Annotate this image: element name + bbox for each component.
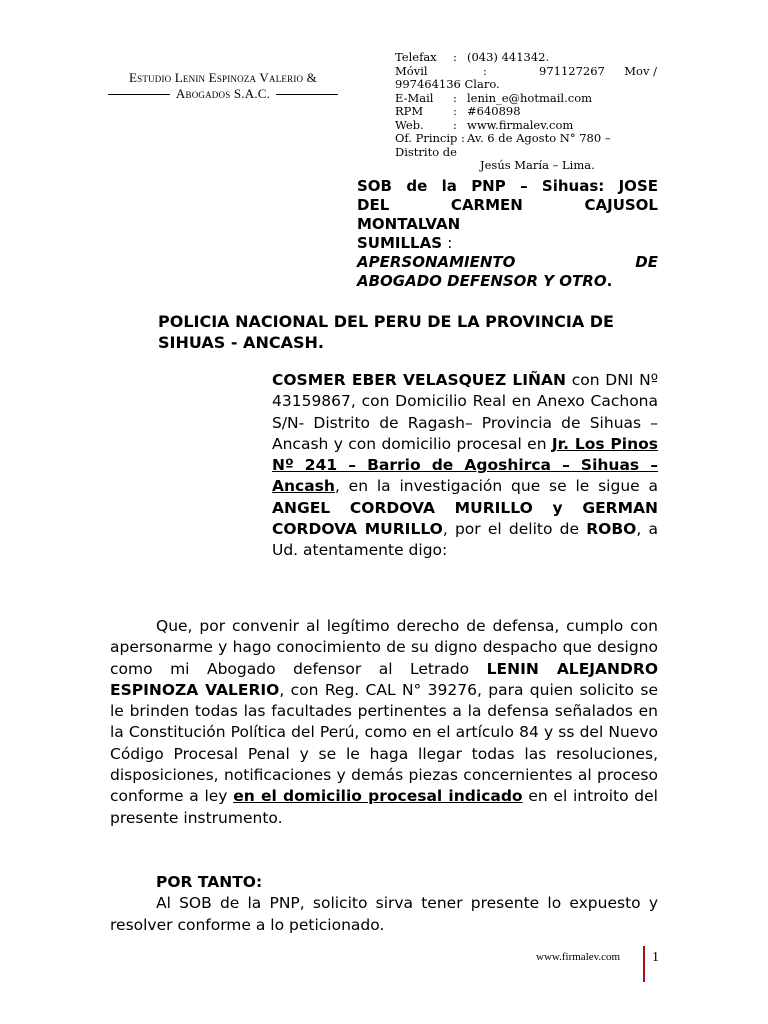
crime: ROBO bbox=[586, 520, 637, 539]
contact-block bbox=[395, 51, 657, 173]
logo-rule-left bbox=[108, 94, 170, 95]
logo-rule-right bbox=[276, 94, 338, 95]
sumilla-line1: APERSONAMIENTO DE bbox=[357, 253, 658, 271]
contact-telefax: Telefax : (043) 441342. bbox=[395, 50, 550, 64]
contact-email: E-Mail : lenin_e@hotmail.com bbox=[395, 90, 593, 105]
page-number: 1 bbox=[652, 950, 659, 965]
contact-web: Web. : www.firmalev.com bbox=[395, 117, 574, 132]
firm-name-line1: Estudio Lenin Espinoza Valerio & bbox=[129, 70, 317, 85]
contact-movil-2: 997464136 Claro. bbox=[395, 77, 500, 91]
footer-divider bbox=[643, 946, 645, 982]
petitioner-name: COSMER EBER VELASQUEZ LIÑAN bbox=[272, 371, 566, 389]
contact-office-line2: Distrito de bbox=[395, 144, 457, 159]
header-line2: DEL CARMEN CAJUSOL bbox=[357, 196, 658, 214]
header-line1: SOB de la PNP – Sihuas: JOSE bbox=[357, 177, 658, 195]
addressee: POLICIA NACIONAL DEL PERU DE LA PROVINCIA DE SIHUAS - ANCASH. bbox=[158, 312, 614, 352]
closing-section bbox=[110, 872, 658, 936]
intro-paragraph: COSMER EBER VELASQUEZ LIÑAN con DNI Nº 43159867, con Domicilio Real en Anexo Cachona S/N- Distrito de Ragash– Provincia de Sihuas – Ancash y con domicilio procesal en Jr. Los Pinos Nº 241 – Barrio de Agoshirca – Sihuas – Ancash, en la investigación que se le sigue a ANGEL CORDOVA MURILLO y GERMAN CORDOVA MURILLO, por el delito de ROBO, a Ud. atentamente digo: bbox=[272, 371, 659, 560]
firm-logo bbox=[108, 70, 338, 102]
sumilla-line2: ABOGADO DEFENSOR Y OTRO. bbox=[357, 272, 613, 290]
footer-url: www.firmalev.com bbox=[536, 951, 621, 963]
procedural-address: Jr. Los Pinos Nº 241 – Barrio de Agoshirca – Sihuas – Ancash bbox=[272, 434, 658, 496]
contact-movil: Móvil : 971127267 Mov / bbox=[395, 63, 657, 78]
header-line3: MONTALVAN bbox=[357, 215, 461, 233]
emphasis-address: en el domicilio procesal indicado bbox=[233, 787, 523, 806]
contact-office-line3: Jesús María – Lima. bbox=[480, 158, 595, 172]
firm-name-line2: Abogados S.A.C. bbox=[175, 86, 271, 101]
body-paragraph: Que, por convenir al legítimo derecho de defensa, cumplo con apersonarme y hago conocimiento de su digno despacho que designo como mi Abogado defensor al Letrado LENIN ALEJANDRO ESPINOZA VALERIO, con Reg. CAL N° 39276, para quien solicito se le brinden todas las facultades pertinentes a la defensa señalados en la Constitución Política del Perú, como en el artículo 84 y ss del Nuevo Código Procesal Penal y se le haga llegar todas las resoluciones, disposiciones, notificaciones y demás piezas concernientes al proceso conforme a ley en el domicilio procesal indicado en el introito del presente instrumento. bbox=[110, 617, 658, 827]
sumillas-sep: : bbox=[447, 234, 453, 252]
sumillas-row bbox=[357, 234, 658, 253]
sumillas-label: SUMILLAS bbox=[357, 234, 443, 252]
document-header bbox=[357, 177, 658, 291]
accused-names: ANGEL CORDOVA MURILLO y GERMAN CORDOVA MURILLO bbox=[272, 498, 658, 539]
contact-office: Of. Princip : Av. 6 de Agosto N° 780 – bbox=[395, 131, 611, 145]
closing-heading: POR TANTO: bbox=[156, 873, 263, 891]
contact-rpm: RPM : #640898 bbox=[395, 104, 521, 118]
lawyer-name: LENIN ALEJANDRO ESPINOZA VALERIO bbox=[110, 659, 658, 699]
closing-text: Al SOB de la PNP, solicito sirva tener presente lo expuesto y resolver conforme a lo peticionado. bbox=[110, 894, 658, 934]
